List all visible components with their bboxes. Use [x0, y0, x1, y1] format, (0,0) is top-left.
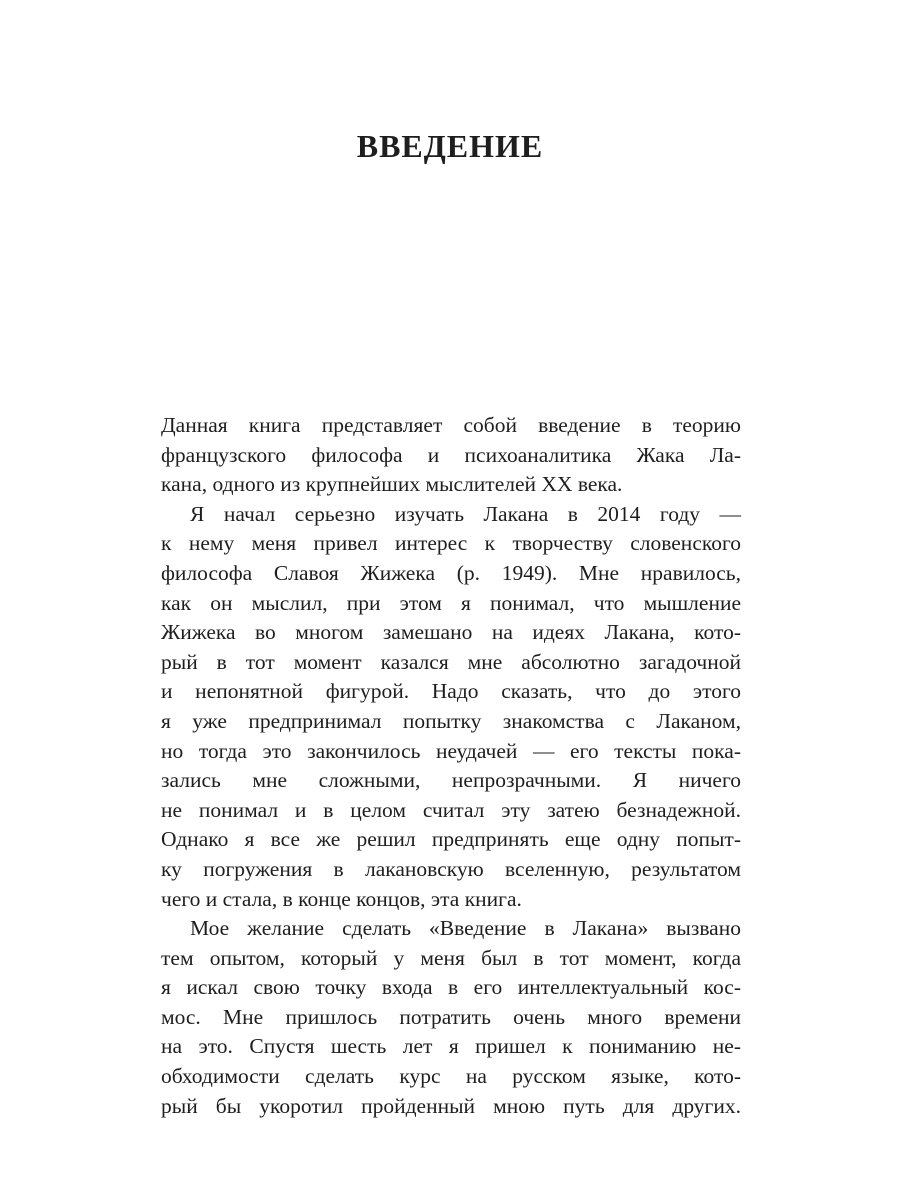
- text-line: чего и стала, в конце концов, эта книга.: [161, 886, 522, 911]
- text-line: Жижека во многом замешано на идеях Лакана, кото-: [161, 620, 741, 645]
- text-line: зались мне сложными, непрозрачными. Я ничего: [161, 768, 741, 793]
- text-line: ку погружения в лакановскую вселенную, результатом: [161, 856, 741, 881]
- text-line: философа Славоя Жижека (р. 1949). Мне нравилось,: [161, 560, 741, 585]
- text-line: французского философа и психоаналитика Жака Ла-: [161, 442, 741, 467]
- text-line: Данная книга представляет собой введение в теорию: [161, 413, 741, 437]
- text-line: обходимости сделать курс на русском языке, кото-: [161, 1064, 741, 1089]
- text-line: но тогда это закончилось неудачей — его тексты пока-: [161, 738, 741, 763]
- text-line: тем опытом, который у меня был в тот момент, когда: [161, 945, 741, 970]
- paragraph: [161, 411, 741, 500]
- text-line: я уже предпринимал попытку знакомства с Лаканом,: [161, 708, 741, 733]
- text-line: и непонятной фигурой. Надо сказать, что до этого: [161, 679, 741, 704]
- chapter-title: ВВЕДЕНИЕ: [356, 128, 544, 164]
- text-line: мос. Мне пришлось потратить очень много времени: [161, 1004, 741, 1029]
- paragraph: [161, 500, 741, 914]
- text-line: кана, одного из крупнейших мыслителей XX века.: [161, 472, 623, 497]
- text-line: рый в тот момент казался мне абсолютно загадочной: [161, 649, 741, 674]
- text-line: к нему меня привел интерес к творчеству словенского: [161, 531, 741, 556]
- text-line: я искал свою точку входа в его интеллектуальный кос-: [161, 975, 741, 1000]
- text-line: Я начал серьезно изучать Лакана в 2014 году —: [190, 501, 741, 526]
- text-line: рый бы укоротил пройденный мною путь для других.: [161, 1093, 741, 1118]
- paragraph: [161, 914, 741, 1121]
- text-line: на это. Спустя шесть лет я пришел к пониманию не-: [161, 1034, 741, 1059]
- text-line: Однако я все же решил предпринять еще одну попыт-: [161, 827, 741, 852]
- text-line: как он мыслил, при этом я понимал, что мышление: [161, 590, 741, 615]
- text-line: не понимал и в целом считал эту затею безнадежной.: [161, 797, 741, 822]
- body-text: [161, 411, 741, 1121]
- text-line: Мое желание сделать «Введение в Лакана» вызвано: [190, 916, 741, 941]
